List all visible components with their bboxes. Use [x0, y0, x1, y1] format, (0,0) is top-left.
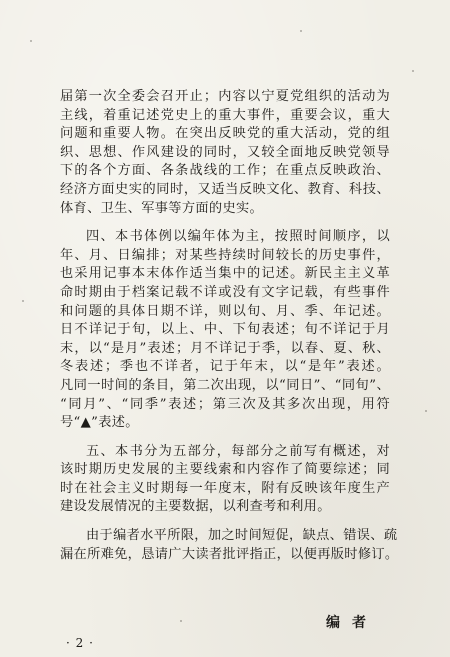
paragraph-2-line: 和问题的具体日期不详，则以旬、月、季、年记述。 [60, 303, 390, 319]
paragraph-1-line: 体育、卫生、军事等方面的史实。 [60, 200, 264, 216]
paragraph-1-line: 主线，着重记述党史上的重大事件，重要会议，重大 [60, 107, 390, 123]
scan-speck [425, 410, 427, 412]
scan-speck [180, 620, 182, 622]
paragraph-2-line: 日不详记于旬，以上、中、下旬表述；旬不详记于月 [60, 322, 390, 338]
paragraph-2-line: 命时期由于档案记载不详或没有文字记载，有些事件 [60, 284, 390, 300]
editor-signature: 编者 [326, 615, 378, 631]
paragraph-1-line: 届第一次全委会召开止；内容以宁夏党组织的活动为 [60, 89, 390, 104]
scan-speck [412, 70, 414, 72]
paragraph-4-line: 漏在所难免，恳请广大读者批评指正，以便再版时修订。 [60, 546, 399, 562]
body-text [60, 88, 399, 564]
scan-speck [22, 300, 24, 302]
paragraph-1-line: 经济方面史实的同时，又适当反映文化、教育、科技、 [60, 181, 390, 197]
paragraph-3-line: 五、本书分为五部分，每部分之前写有概述，对 [86, 443, 390, 459]
paragraph-2-line: 年、月、日编排；对某些持续时间较长的历史事件， [60, 247, 390, 263]
scan-speck [300, 30, 302, 32]
paragraph-4-line: 由于编者水平所限，加之时间短促，缺点、错误、疏 [86, 528, 398, 544]
paragraph-2-line: 号“▲”表述。 [60, 415, 139, 431]
paragraph-2-line: 四、本书体例以编年体为主，按照时间顺序，以 [86, 229, 390, 245]
paragraph-2-line: “同月”、“同季”表述；第三次及其多次出现，用符 [60, 396, 390, 412]
page-number: · 2 · [66, 636, 94, 650]
scan-speck [30, 40, 32, 42]
paragraph-1-line: 下的各个方面、各条战线的工作；在重点反映政治、 [60, 163, 390, 179]
paragraph-2-line: 末，以“是月”表述；月不详记于季，以春、夏、秋、 [60, 340, 390, 356]
paragraph-2-line: 凡同一时间的条目，第二次出现，以“同日”、“同旬”、 [60, 377, 390, 393]
paragraph-2-line: 冬表述；季也不详者，记于年末，以“是年”表述。 [60, 359, 390, 375]
paragraph-1-line: 问题和重要人物。在突出反映党的重大活动，党的组 [60, 126, 390, 142]
paragraph-2-line: 也采用记事本末体作适当集中的记述。新民主主义革 [60, 266, 390, 282]
paragraph-3-line: 时在社会主义时期每一年度末，附有反映该年度生产 [60, 480, 390, 496]
paragraph-1-line: 织、思想、作风建设的同时，又较全面地反映党领导 [60, 144, 390, 160]
paragraph-3-line: 建设发展情况的主要数据，以利查考和利用。 [60, 499, 331, 515]
paragraph-3-line: 该时期历史发展的主要线索和内容作了简要综述；同 [60, 462, 390, 478]
